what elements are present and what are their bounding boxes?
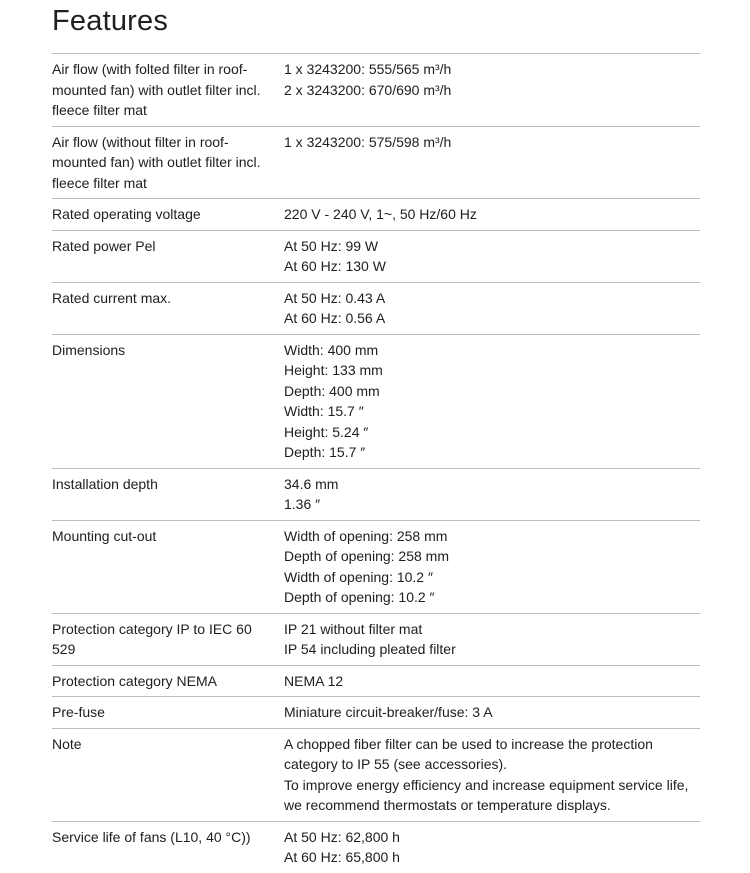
feature-values [284, 132, 700, 153]
table-row [52, 230, 700, 282]
feature-value-line: At 50 Hz: 99 W [284, 237, 379, 254]
feature-values [284, 59, 700, 100]
feature-value-line: Width: 15.7 ″ [284, 403, 364, 419]
feature-values [284, 526, 700, 608]
page-title: Features [52, 5, 169, 37]
feature-value-line: 2 x 3243200: 670/690 m³/h [284, 81, 452, 98]
feature-value-line: 1 x 3243200: 575/598 m³/h [284, 133, 452, 150]
feature-value-line: Depth of opening: 258 mm [284, 548, 449, 564]
table-row [52, 334, 700, 468]
table-row [52, 613, 700, 665]
feature-values [284, 734, 700, 816]
table-row [52, 126, 700, 199]
feature-label: Rated power Pel [52, 237, 156, 254]
feature-value-line: At 60 Hz: 65,800 h [284, 849, 400, 865]
feature-values [284, 236, 700, 277]
feature-value-line: At 50 Hz: 62,800 h [284, 828, 400, 845]
feature-label: Pre-fuse [52, 704, 105, 720]
feature-value-line: Miniature circuit-breaker/fuse: 3 A [284, 704, 493, 720]
feature-value-line: IP 54 including pleated filter [284, 641, 456, 657]
feature-value-line: Depth of opening: 10.2 ″ [284, 589, 435, 605]
feature-values [284, 671, 700, 692]
feature-label: Rated current max. [52, 289, 172, 306]
table-row [52, 821, 700, 873]
feature-label: Rated operating voltage [52, 206, 201, 222]
table-row [52, 728, 700, 821]
table-row [52, 53, 700, 126]
table-row [52, 665, 700, 697]
table-row [52, 198, 700, 230]
table-row [52, 282, 700, 334]
feature-values [284, 702, 700, 723]
feature-label: Service life of fans (L10, 40 °C)) [52, 828, 251, 845]
table-row [52, 696, 700, 728]
table-row [52, 468, 700, 520]
feature-value-line: Depth: 400 mm [284, 382, 380, 399]
feature-value-line: A chopped fiber filter can be used to increase the protection category to IP 55 (see accessories). [284, 735, 653, 772]
feature-label: Installation depth [52, 475, 158, 492]
feature-value-line: 220 V - 240 V, 1~, 50 Hz/60 Hz [284, 206, 477, 222]
features-table [52, 53, 700, 873]
feature-value-line: IP 21 without filter mat [284, 620, 423, 637]
feature-values [284, 619, 700, 660]
feature-values [284, 288, 700, 329]
feature-values [284, 474, 700, 515]
feature-label: Mounting cut-out [52, 527, 157, 544]
feature-value-line: NEMA 12 [284, 672, 344, 689]
feature-label: Air flow (with folted filter in roof-mounted fan) with outlet filter incl. fleece filter mat [52, 61, 261, 118]
feature-label: Air flow (without filter in roof-mounted fan) with outlet filter incl. fleece filter mat [52, 133, 261, 191]
feature-label: Protection category NEMA [52, 672, 217, 689]
feature-values [284, 827, 700, 868]
feature-label: Note [52, 735, 82, 752]
feature-value-line: Height: 5.24 ″ [284, 423, 369, 440]
feature-value-line: Height: 133 mm [284, 362, 383, 378]
feature-label: Dimensions [52, 341, 126, 358]
feature-value-line: 1.36 ″ [284, 496, 321, 512]
feature-value-line: Width: 400 mm [284, 341, 379, 358]
feature-label: Protection category IP to IEC 60 529 [52, 620, 252, 657]
feature-values [284, 204, 700, 225]
feature-value-line: To improve energy efficiency and increase equipment service life, we recommend thermostats or temperature displays. [284, 776, 689, 813]
feature-value-line: 34.6 mm [284, 475, 339, 492]
table-row [52, 520, 700, 613]
feature-value-line: Width of opening: 10.2 ″ [284, 568, 433, 585]
feature-value-line: Depth: 15.7 ″ [284, 444, 366, 460]
feature-values [284, 340, 700, 463]
feature-value-line: At 50 Hz: 0.43 A [284, 289, 386, 306]
feature-value-line: At 60 Hz: 0.56 A [284, 310, 386, 326]
feature-value-line: 1 x 3243200: 555/565 m³/h [284, 61, 452, 77]
feature-value-line: At 60 Hz: 130 W [284, 258, 386, 274]
feature-value-line: Width of opening: 258 mm [284, 527, 448, 544]
